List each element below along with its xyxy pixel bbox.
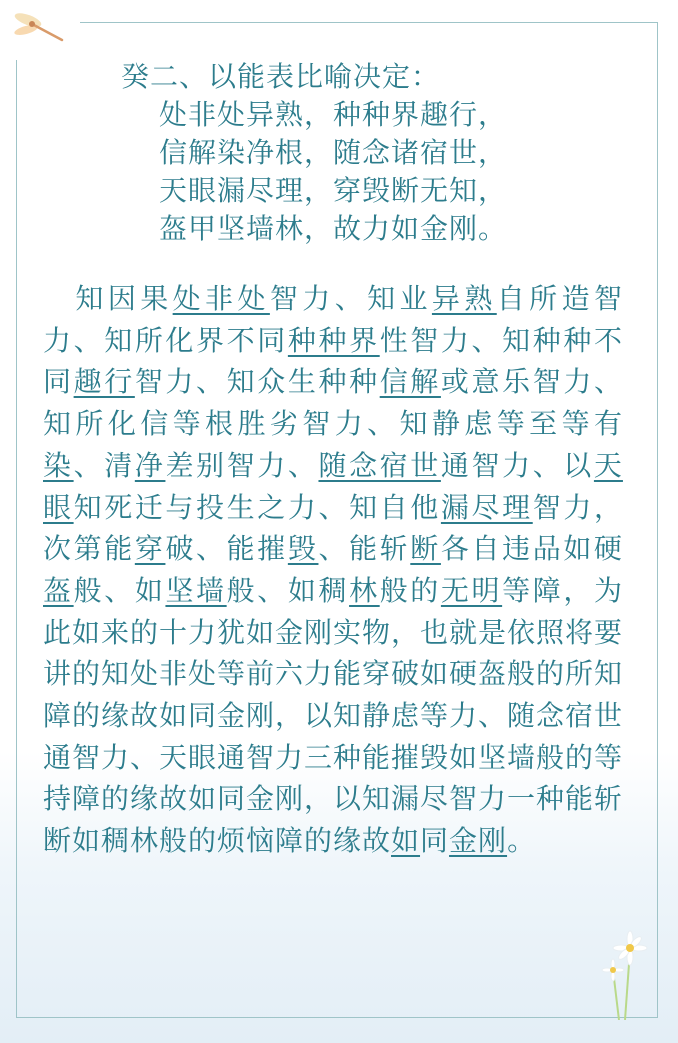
underlined-term: 信解 xyxy=(379,365,441,399)
underlined-term: 无明 xyxy=(440,573,503,607)
underlined-term: 净 xyxy=(134,448,166,482)
text-segment: 般、如 xyxy=(73,573,166,607)
verse-title: 癸二、以能表比喻决定： xyxy=(121,60,441,93)
verse-line: 盔甲坚墙林，故力如金刚。 xyxy=(159,212,508,245)
underlined-term: 盔 xyxy=(43,573,74,607)
verse-line: 处非处异熟，种种界趣行， xyxy=(159,98,508,131)
text-segment: 智力，次第能 xyxy=(43,490,623,566)
daisy-flowers-icon xyxy=(585,920,665,1020)
verse-line: 信解染净根，随念诸宿世， xyxy=(159,136,508,169)
text-segment: 通智力、以 xyxy=(440,448,594,482)
text-segment: 差别智力、 xyxy=(165,448,319,482)
underlined-term: 染 xyxy=(43,448,74,482)
text-segment: 自所造智力、知所化界不同 xyxy=(43,282,623,357)
text-segment: 智力、知众生种种 xyxy=(134,365,380,399)
text-segment: 性智力、知种种不同 xyxy=(43,323,623,399)
text-segment: 同 xyxy=(420,824,450,858)
text-segment: 或意乐智力、知所化信等根胜劣智力、知静虑等至等有 xyxy=(43,365,623,441)
text-segment: 。 xyxy=(507,824,537,858)
verse-line: 天眼漏尽理，穿毁断无知， xyxy=(159,174,508,207)
underlined-term: 天眼 xyxy=(43,448,623,524)
text-segment: 、清 xyxy=(73,448,135,482)
text-segment: 知因果 xyxy=(43,282,173,315)
text-segment: 般的 xyxy=(379,573,441,607)
text-segment: 智力、知业 xyxy=(269,282,432,315)
underlined-term: 随念宿世 xyxy=(318,448,441,482)
underlined-term: 如 xyxy=(391,824,421,858)
underlined-term: 漏尽理 xyxy=(440,490,533,524)
underlined-term: 处非处 xyxy=(172,282,270,315)
underlined-term: 异熟 xyxy=(431,282,497,315)
underlined-term: 穿 xyxy=(134,532,166,566)
underlined-term: 坚墙 xyxy=(165,573,227,607)
verse-block xyxy=(121,58,507,248)
underlined-term: 林 xyxy=(349,573,380,607)
underlined-term: 趣行 xyxy=(73,365,135,399)
text-segment: 各自违品如硬 xyxy=(440,532,623,566)
underlined-term: 断 xyxy=(410,532,441,566)
underlined-term: 种种界 xyxy=(287,323,380,357)
underlined-term: 金刚 xyxy=(449,824,508,858)
dragonfly-icon xyxy=(10,8,68,48)
text-segment: 知死迁与投生之力、知自他 xyxy=(73,490,441,524)
text-segment: 般、如稠 xyxy=(226,573,350,607)
underlined-term: 毁 xyxy=(287,532,319,566)
commentary-paragraph xyxy=(43,278,623,862)
text-segment: 、能斩 xyxy=(318,532,411,566)
text-segment: 等障，为此如来的十力犹如金刚实物，也就是依照将要讲的知处非处等前六力能穿破如硬盔般的所知障的缘故如同金刚，以知静虑等力、随念宿世通智力、天眼通智力三种能摧毁如坚墙般的等持障的缘故如同金刚，以知漏尽智力一种能斩断如稠林般的烦恼障的缘故 xyxy=(43,573,624,858)
text-segment: 破、能摧 xyxy=(165,532,288,566)
